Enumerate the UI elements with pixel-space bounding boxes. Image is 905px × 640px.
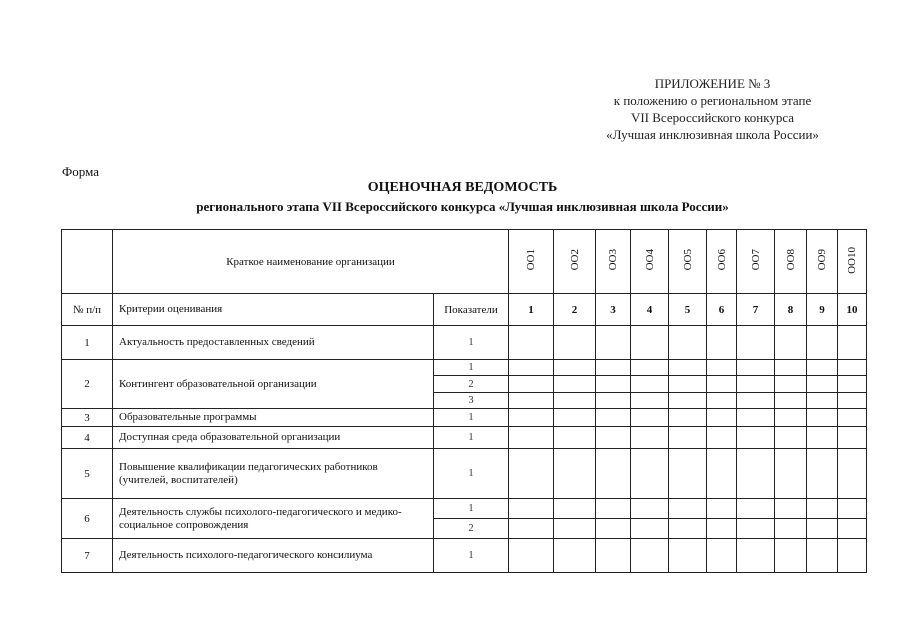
table-row [62,539,867,573]
score-cell[interactable] [554,427,596,449]
column-number-row [62,294,867,326]
org-name-cell [596,230,631,294]
org-number-cell: 6 [707,294,737,326]
score-cell[interactable] [838,449,867,499]
document-subtitle: регионального этапа VII Всероссийского конкурса «Лучшая инклюзивная школа России» [196,199,729,214]
score-cell[interactable] [838,499,867,519]
org-name-cell [775,230,807,294]
table-row [62,360,867,376]
appendix-line: VII Всероссийского конкурса [630,110,795,125]
score-cell[interactable] [737,409,775,427]
score-cell[interactable] [631,393,669,409]
criteria-header: Критерии оценивания [113,294,434,326]
criterion-text: Контингент образовательной организации [113,360,434,409]
score-cell[interactable] [838,376,867,393]
score-cell[interactable] [554,539,596,573]
org-name-cell [807,230,838,294]
org-name-label: ОО4 [643,249,656,271]
org-header-cell: Краткое наименование организации [113,230,509,294]
org-name-cell [737,230,775,294]
score-cell[interactable] [596,326,631,360]
org-name-label: ОО8 [784,249,797,271]
score-cell[interactable] [807,360,838,376]
score-cell[interactable] [838,539,867,573]
score-cell[interactable] [737,326,775,360]
score-cell[interactable] [631,326,669,360]
score-cell[interactable] [807,393,838,409]
score-cell[interactable] [737,393,775,409]
score-cell[interactable] [737,427,775,449]
indicator-cell: 1 [434,326,509,360]
score-cell[interactable] [807,326,838,360]
score-cell[interactable] [775,360,807,376]
score-cell[interactable] [737,499,775,519]
org-number-cell: 5 [669,294,707,326]
org-name-cell [509,230,554,294]
score-cell[interactable] [737,376,775,393]
score-cell[interactable] [554,409,596,427]
row-number: 4 [62,427,113,449]
score-cell[interactable] [554,499,596,519]
org-number-cell: 7 [737,294,775,326]
score-cell[interactable] [631,376,669,393]
score-cell[interactable] [669,376,707,393]
score-cell[interactable] [509,409,554,427]
score-cell[interactable] [631,427,669,449]
score-cell[interactable] [707,360,737,376]
criterion-text: Актуальность предоставленных сведений [113,326,434,360]
score-cell[interactable] [509,427,554,449]
criterion-text: Образовательные программы [113,409,434,427]
score-cell[interactable] [669,427,707,449]
row-number: 3 [62,409,113,427]
appendix-block [520,75,905,143]
org-name-label: ОО10 [846,246,858,274]
indicator-cell: 1 [434,499,509,519]
org-name-cell [554,230,596,294]
score-cell[interactable] [838,519,867,539]
score-cell[interactable] [631,409,669,427]
score-cell[interactable] [596,393,631,409]
score-cell[interactable] [509,376,554,393]
org-name-label: ОО5 [681,249,694,271]
org-name-label: ОО2 [568,249,581,271]
row-number: 5 [62,449,113,499]
score-cell[interactable] [775,539,807,573]
indicator-cell: 1 [434,409,509,427]
score-cell[interactable] [509,360,554,376]
org-number-cell: 3 [596,294,631,326]
row-number: 2 [62,360,113,409]
score-cell[interactable] [775,326,807,360]
indicators-header: Показатели [434,294,509,326]
score-cell[interactable] [554,360,596,376]
indicator-cell: 2 [434,519,509,539]
table-row [62,449,867,499]
score-cell[interactable] [838,427,867,449]
score-cell[interactable] [775,449,807,499]
score-cell[interactable] [596,519,631,539]
org-name-cell [707,230,737,294]
org-number-cell: 10 [838,294,867,326]
score-cell[interactable] [775,499,807,519]
appendix-line: к положению о региональном этапе [613,93,812,108]
score-cell[interactable] [707,427,737,449]
score-cell[interactable] [554,393,596,409]
org-name-label: ОО9 [816,249,828,271]
indicator-cell: 1 [434,360,509,376]
org-number-cell: 1 [509,294,554,326]
score-cell[interactable] [509,539,554,573]
table-row [62,326,867,360]
form-label: Форма [62,164,99,179]
score-cell[interactable] [838,326,867,360]
score-cell[interactable] [631,519,669,539]
indicator-cell: 1 [434,539,509,573]
score-cell[interactable] [596,376,631,393]
org-number-cell: 9 [807,294,838,326]
score-cell[interactable] [554,449,596,499]
score-cell[interactable] [707,326,737,360]
evaluation-table [61,229,867,573]
indicator-cell: 2 [434,376,509,393]
score-cell[interactable] [596,539,631,573]
score-cell[interactable] [669,499,707,519]
criterion-text: Деятельность психолого-педагогического консилиума [113,539,434,573]
score-cell[interactable] [775,376,807,393]
score-cell[interactable] [737,539,775,573]
indicator-cell: 3 [434,393,509,409]
score-cell[interactable] [669,539,707,573]
score-cell[interactable] [631,360,669,376]
score-cell[interactable] [707,519,737,539]
score-cell[interactable] [807,376,838,393]
org-header-row [62,230,867,294]
score-cell[interactable] [707,539,737,573]
document-title: ОЦЕНОЧНАЯ ВЕДОМОСТЬ [367,180,558,195]
score-cell[interactable] [838,393,867,409]
score-cell[interactable] [554,326,596,360]
score-cell[interactable] [596,409,631,427]
org-name-label: ОО3 [607,249,619,271]
score-cell[interactable] [631,539,669,573]
org-name-cell [838,230,867,294]
org-name-label: ОО6 [715,249,728,271]
score-cell[interactable] [707,449,737,499]
criterion-text: Деятельность службы психолого-педагогического и медико-социальное сопровождения [113,499,434,539]
score-cell[interactable] [631,449,669,499]
score-cell[interactable] [775,393,807,409]
score-cell[interactable] [509,519,554,539]
criterion-text: Доступная среда образовательной организации [113,427,434,449]
score-cell[interactable] [596,427,631,449]
score-cell[interactable] [807,427,838,449]
score-cell[interactable] [807,539,838,573]
row-number: 1 [62,326,113,360]
row-number: 6 [62,499,113,539]
score-cell[interactable] [707,409,737,427]
score-cell[interactable] [737,449,775,499]
table-row [62,499,867,519]
org-number-cell: 8 [775,294,807,326]
appendix-line: ПРИЛОЖЕНИЕ № 3 [654,76,771,91]
org-number-cell: 4 [631,294,669,326]
score-cell[interactable] [669,519,707,539]
empty-corner-cell [62,230,113,294]
score-cell[interactable] [807,499,838,519]
score-cell[interactable] [775,409,807,427]
score-cell[interactable] [596,360,631,376]
score-cell[interactable] [807,519,838,539]
score-cell[interactable] [669,393,707,409]
org-name-label: ОО1 [525,249,537,271]
score-cell[interactable] [669,449,707,499]
org-name-label: ОО7 [749,249,762,271]
table-row [62,409,867,427]
score-cell[interactable] [631,499,669,519]
score-cell[interactable] [509,393,554,409]
score-cell[interactable] [554,519,596,539]
row-number: 7 [62,539,113,573]
score-cell[interactable] [838,360,867,376]
indicator-cell: 1 [434,449,509,499]
appendix-line: «Лучшая инклюзивная школа России» [606,127,819,142]
score-cell[interactable] [775,519,807,539]
org-number-cell: 2 [554,294,596,326]
score-cell[interactable] [509,449,554,499]
score-cell[interactable] [807,409,838,427]
score-cell[interactable] [707,376,737,393]
score-cell[interactable] [737,360,775,376]
score-cell[interactable] [737,519,775,539]
score-cell[interactable] [838,409,867,427]
score-cell[interactable] [669,409,707,427]
num-header: № п/п [62,294,113,326]
score-cell[interactable] [775,427,807,449]
score-cell[interactable] [707,499,737,519]
score-cell[interactable] [669,360,707,376]
score-cell[interactable] [554,376,596,393]
score-cell[interactable] [509,499,554,519]
criterion-text: Повышение квалификации педагогических работников (учителей, воспитателей) [113,449,434,499]
score-cell[interactable] [509,326,554,360]
org-name-cell [669,230,707,294]
score-cell[interactable] [596,449,631,499]
score-cell[interactable] [807,449,838,499]
score-cell[interactable] [596,499,631,519]
table-row [62,427,867,449]
indicator-cell: 1 [434,427,509,449]
score-cell[interactable] [707,393,737,409]
org-name-cell [631,230,669,294]
score-cell[interactable] [669,326,707,360]
